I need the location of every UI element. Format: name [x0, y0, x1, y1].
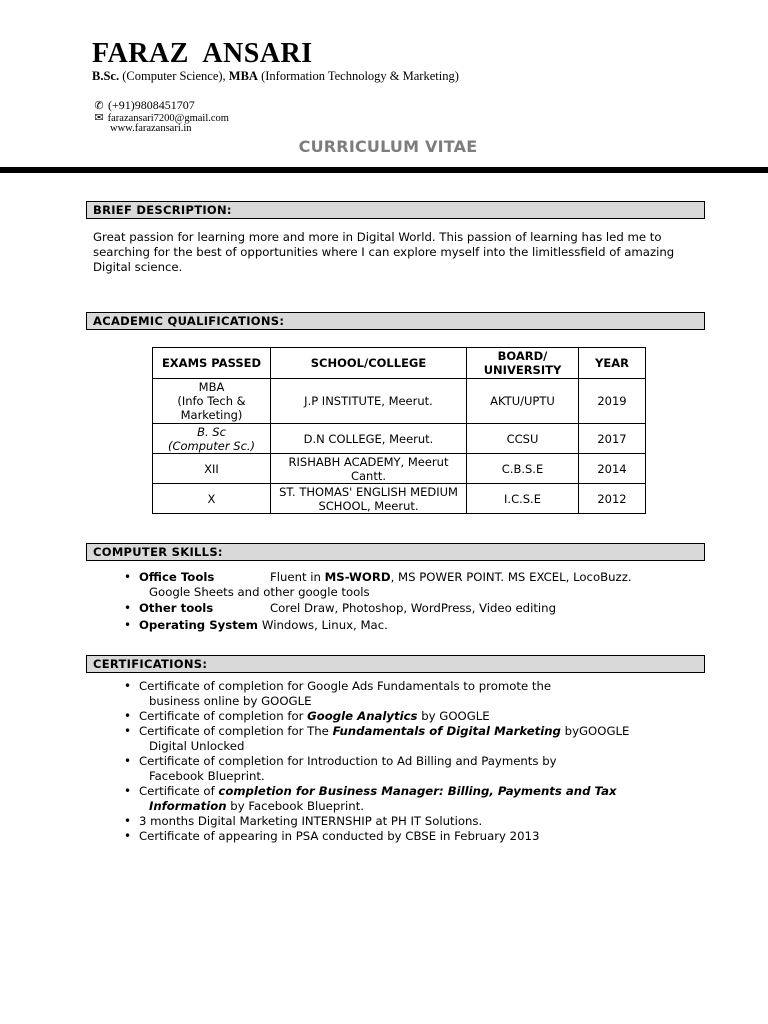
cell-school: D.N COLLEGE, Meerut. [271, 424, 467, 454]
skill-label: Operating System [139, 617, 258, 632]
cell-board: CCSU [467, 424, 579, 454]
phone-icon: ✆ [94, 100, 104, 112]
cell-exam: X [153, 484, 271, 514]
section-header-skills: COMPUTER SKILLS: [86, 543, 705, 561]
exam-detail: (Computer Sc.) [167, 438, 256, 453]
cert-emphasis: Google Analytics [307, 709, 418, 723]
degrees-line [92, 69, 459, 84]
candidate-name: FARAZ ANSARI [92, 38, 313, 69]
cell-board: AKTU/UPTU [467, 379, 579, 424]
cert-text: Certificate of completion for Introduction to Ad Billing and Payments by [139, 754, 557, 768]
list-item [124, 618, 704, 633]
list-item [124, 724, 704, 754]
table-row [153, 379, 646, 424]
column-header-school: SCHOOL/COLLEGE [271, 348, 467, 379]
list-item [124, 754, 704, 784]
cell-board: I.C.S.E [467, 484, 579, 514]
degree-bsc: B.Sc. [92, 69, 120, 83]
cert-continuation: Facebook Blueprint. [149, 769, 265, 783]
degree-mba-field: (Information Technology & Marketing) [261, 69, 459, 83]
cert-emphasis: Information [149, 799, 227, 813]
skill-text: Windows, Linux, Mac. [261, 617, 388, 632]
cert-emphasis: Fundamentals of Digital Marketing [332, 724, 561, 738]
table-row [153, 454, 646, 484]
skill-emphasis: MS-WORD [324, 570, 391, 584]
cell-exam [153, 424, 271, 454]
document-title: CURRICULUM VITAE [298, 137, 478, 156]
section-header-academic: ACADEMIC QUALIFICATIONS: [86, 312, 705, 330]
list-item [124, 829, 704, 844]
cell-year: 2019 [579, 379, 646, 424]
skill-text: Corel Draw, Photoshop, WordPress, Video editing [270, 600, 557, 615]
cert-text: Certificate of completion for [139, 709, 308, 723]
academic-table [152, 347, 646, 514]
list-item [124, 679, 704, 709]
skill-label: Other tools [139, 600, 214, 615]
cell-school: J.P INSTITUTE, Meerut. [271, 379, 467, 424]
envelope-icon: ✉ [94, 112, 104, 124]
cert-text: Certificate of completion for Google Ads Fundamentals to promote the [139, 679, 552, 693]
cert-text: Certificate of completion for The [139, 724, 333, 738]
table-row [153, 424, 646, 454]
cell-exam [153, 379, 271, 424]
cert-text: byGOOGLE [560, 724, 630, 738]
list-item [124, 814, 704, 829]
brief-description-text: Great passion for learning more and more in Digital World. This passion of learning has led me to searching for the best of opportunities where I can explore myself into the limitlessfield of amazing Digital science. [93, 230, 675, 274]
cell-board: C.B.S.E [467, 454, 579, 484]
degree-bsc-field: (Computer Science), [122, 69, 226, 83]
table-header-row [153, 348, 646, 379]
email-address: farazansari7200@gmail.com [107, 113, 229, 124]
cert-text: Certificate of [139, 784, 219, 798]
cert-text: 3 months Digital Marketing INTERNSHIP at PH IT Solutions. [139, 814, 483, 828]
skill-continuation: Google Sheets and other google tools [149, 585, 370, 599]
skill-text: Fluent in [270, 570, 325, 584]
cert-emphasis: completion for Business Manager: Billing, Payments and Tax [218, 784, 617, 798]
cert-continuation [139, 799, 704, 814]
exam-name: MBA [198, 380, 225, 394]
cell-year: 2017 [579, 424, 646, 454]
website-url: www.farazansari.in [110, 123, 192, 134]
section-header-certifications: CERTIFICATIONS: [86, 655, 705, 673]
skill-text: , MS POWER POINT. MS EXCEL, LocoBuzz. [390, 570, 632, 584]
list-item [124, 784, 704, 814]
column-header-board: BOARD/ UNIVERSITY [467, 348, 579, 379]
certifications-list [124, 679, 704, 844]
column-header-year: YEAR [579, 348, 646, 379]
list-item [124, 709, 704, 724]
cell-exam: XII [153, 454, 271, 484]
exam-name: B. Sc [197, 424, 226, 439]
cert-text: by GOOGLE [417, 709, 490, 723]
cell-year: 2012 [579, 484, 646, 514]
list-item [124, 601, 704, 616]
cert-text: Certificate of appearing in PSA conducted by CBSE in February 2013 [139, 829, 540, 843]
cell-school: RISHABH ACADEMY, Meerut Cantt. [271, 454, 467, 484]
skill-label: Office Tools [139, 570, 215, 584]
phone-number: (+91)9808451707 [108, 98, 195, 112]
section-header-brief: BRIEF DESCRIPTION: [86, 201, 705, 219]
table-row [153, 484, 646, 514]
degree-mba: MBA [228, 69, 258, 83]
cert-continuation: Digital Unlocked [149, 739, 245, 753]
column-header-exams: EXAMS PASSED [153, 348, 271, 379]
cell-school: ST. THOMAS' ENGLISH MEDIUM SCHOOL, Meerut. [271, 484, 467, 514]
header-divider [0, 167, 768, 173]
list-item [124, 570, 704, 600]
cert-text: by Facebook Blueprint. [226, 799, 364, 813]
exam-detail: (Info Tech & Marketing) [177, 394, 246, 422]
cell-year: 2014 [579, 454, 646, 484]
skills-list [124, 570, 704, 633]
cert-continuation: business online by GOOGLE [149, 694, 312, 708]
